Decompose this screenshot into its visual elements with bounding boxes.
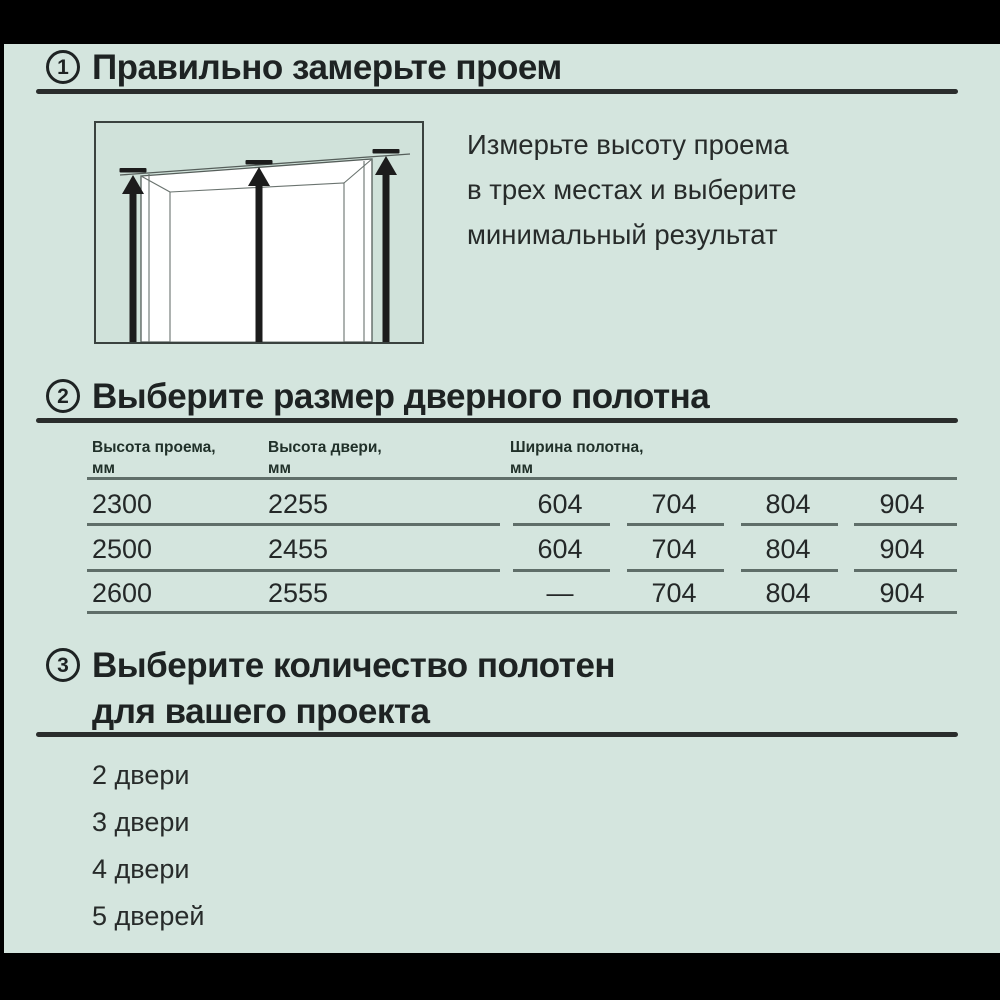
table-row-separator <box>87 569 500 572</box>
top-frame-bar <box>0 0 1000 44</box>
table-cell: — <box>546 578 574 608</box>
step3-title-line2: для вашего проекта <box>92 692 430 731</box>
step1-number: 1 <box>57 55 69 79</box>
step1-number-badge <box>46 50 80 84</box>
step1-description-line: минимальный результат <box>467 219 778 250</box>
table-row-separator <box>854 569 957 572</box>
table-cell: 2600 <box>92 578 153 608</box>
bottom-frame-bar <box>0 953 1000 1000</box>
step2-number: 2 <box>57 384 69 408</box>
table-row-separator <box>87 523 500 526</box>
table-cell: 804 <box>765 534 811 564</box>
header-line: Высота двери, <box>268 439 382 456</box>
step2-number-badge <box>46 379 80 413</box>
step3-number: 3 <box>57 653 69 677</box>
door-count-label: 5 дверей <box>92 901 205 931</box>
header-line: Высота проема, <box>92 439 216 456</box>
table-cell: 704 <box>651 534 697 564</box>
table-cell: 2300 <box>92 489 153 519</box>
table-header-leaf-width <box>510 437 643 479</box>
opening-diagram-frame <box>94 121 424 344</box>
step3-number-badge <box>46 648 80 682</box>
door-count-label: 2 двери <box>92 760 190 790</box>
table-cell: 604 <box>537 489 583 519</box>
table-cell: 904 <box>879 534 925 564</box>
table-header-rule <box>87 477 957 480</box>
measure-arrow-right <box>373 149 400 342</box>
table-cell: 904 <box>879 578 925 608</box>
step3-title-line1: Выберите количество полотен <box>92 646 616 685</box>
table-cell: 2500 <box>92 534 153 564</box>
table-cell: 2255 <box>268 489 329 519</box>
step1-description-line: в трех местах и выберите <box>467 174 797 205</box>
table-row-separator <box>741 523 838 526</box>
table-cell: 704 <box>651 489 697 519</box>
table-cell: 2455 <box>268 534 329 564</box>
opening-diagram <box>96 123 422 342</box>
door-count-label: 4 двери <box>92 854 190 884</box>
left-frame-bar <box>0 0 4 1000</box>
table-cell: 804 <box>765 489 811 519</box>
table-row-separator <box>513 569 610 572</box>
table-row-separator <box>627 523 724 526</box>
table-header-opening-height <box>92 437 216 479</box>
header-line: мм <box>92 460 115 477</box>
step2-underline <box>36 418 958 423</box>
header-line: мм <box>510 460 533 477</box>
table-row-separator <box>741 569 838 572</box>
step3-underline <box>36 732 958 737</box>
header-line: Ширина полотна, <box>510 439 644 456</box>
table-cell: 2555 <box>268 578 329 608</box>
table-row-separator <box>627 569 724 572</box>
header-line: мм <box>268 460 291 477</box>
door-count-label: 3 двери <box>92 807 190 837</box>
table-header-door-height <box>268 437 382 479</box>
step1-title: Правильно замерьте проем <box>92 48 562 87</box>
step2-title: Выберите размер дверного полотна <box>92 377 710 416</box>
table-row-separator <box>513 523 610 526</box>
table-bottom-rule <box>87 611 957 614</box>
step1-underline <box>36 89 958 94</box>
table-cell: 704 <box>651 578 697 608</box>
step1-description-line: Измерьте высоту проема <box>467 129 789 160</box>
table-row-separator <box>854 523 957 526</box>
table-cell: 604 <box>537 534 583 564</box>
table-cell: 904 <box>879 489 925 519</box>
table-cell: 804 <box>765 578 811 608</box>
step1-description <box>467 122 797 257</box>
